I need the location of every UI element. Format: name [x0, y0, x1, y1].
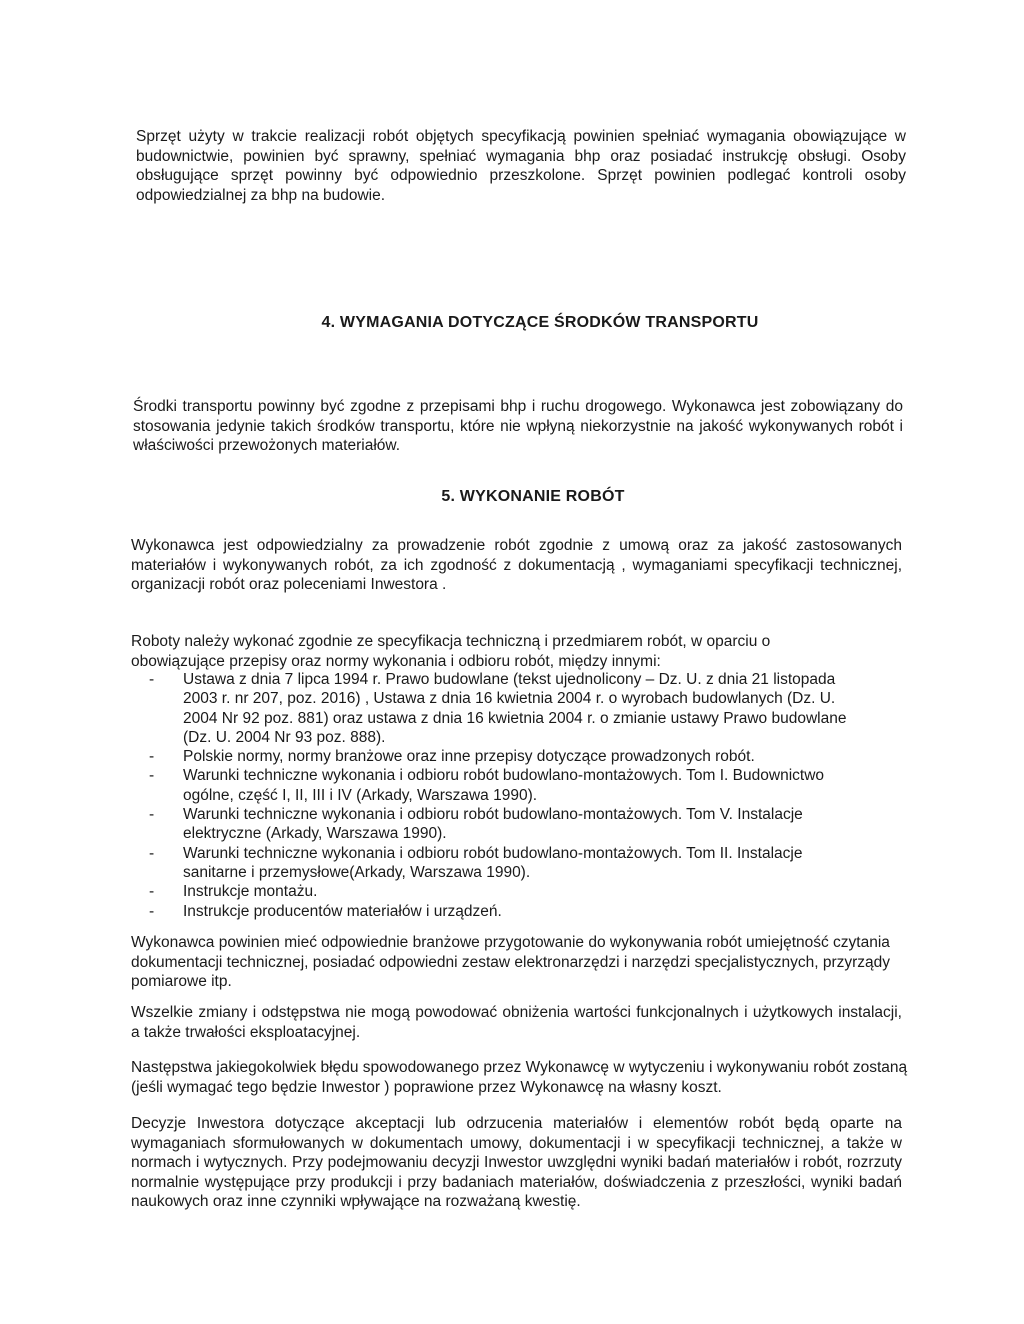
- paragraph-investor-decisions: Decyzje Inwestora dotyczące akceptacji lub odrzucenia materiałów i elementów robót będą oparte na wymaganiach sformułowanych w dokumentach umowy, dokumentacji i w specyfikacji technicznej, a także w normach i wytycznych. Przy podejmowaniu decyzji Inwestor uwzględni wyniki badań materiałów i robót, rozrzuty normalnie występujące przy produkcji i przy badaniach materiałów, doświadczenia z przeszłości, wyniki badań naukowych oraz inne czynniki wpływające na rozważaną kwestię.: [131, 1115, 902, 1210]
- list-item: - Instrukcje producentów materiałów i urządzeń.: [131, 902, 861, 921]
- paragraph-contractor-skills: Wykonawca powinien mieć odpowiednie branżowe przygotowanie do wykonywania robót umiejętność czytania dokumentacji technicznej, posiadać odpowiedni zestaw elektronarzędzi i narzędzi specjalistycznych, przyrządy pomiarowe itp.: [131, 934, 891, 990]
- paragraph-contractor-responsibility: Wykonawca jest odpowiedzialny za prowadzenie robót zgodnie z umową oraz za jakość zastosowanych materiałów i wykonywanych robót, za ich zgodność z dokumentacją , wymaganiami specyfikacji technicznej, organizacji robót oraz poleceniami Inwestora .: [131, 537, 902, 593]
- paragraph-changes: Wszelkie zmiany i odstępstwa nie mogą powodować obniżenia wartości funkcjonalnych i użytkowych instalacji, a także trwałości eksploatacyjnej.: [131, 1004, 902, 1041]
- section-heading-transport: 4. WYMAGANIA DOTYCZĄCE ŚRODKÓW TRANSPORTU: [321, 314, 759, 331]
- paragraph-errors: Następstwa jakiegokolwiek błędu spowodowanego przez Wykonawcę w wytyczeniu i wykonywaniu robót zostaną (jeśli wymagać tego będzie Inwestor ) poprawione przez Wykonawcę na własny koszt.: [131, 1059, 908, 1096]
- section-heading-execution: 5. WYKONANIE ROBÓT: [441, 488, 625, 505]
- list-item: - Warunki techniczne wykonania i odbioru robót budowlano-montażowych. Tom I. Budownictwo ogólne, część I, II, III i IV (Arkady, Warszawa 1990).: [131, 766, 861, 805]
- paragraph-regulations-intro: Roboty należy wykonać zgodnie ze specyfikacja techniczną i przedmiarem robót, w oparciu o obowiązujące przepisy oraz normy wykonania i odbioru robót, między innymi:: [131, 633, 771, 670]
- list-item: - Polskie normy, normy branżowe oraz inne przepisy dotyczące prowadzonych robót.: [131, 747, 861, 766]
- list-item: - Warunki techniczne wykonania i odbioru robót budowlano-montażowych. Tom II. Instalacje sanitarne i przemysłowe(Arkady, Warszawa 1990).: [131, 844, 861, 883]
- paragraph-transport: Środki transportu powinny być zgodne z przepisami bhp i ruchu drogowego. Wykonawca jest zobowiązany do stosowania jedynie takich środków transportu, które nie wpłyną niekorzystnie na jakość wykonywanych robót i właściwości przewożonych materiałów.: [133, 398, 903, 454]
- list-item: - Instrukcje montażu.: [131, 882, 861, 901]
- list-item: - Ustawa z dnia 7 lipca 1994 r. Prawo budowlane (tekst ujednolicony – Dz. U. z dnia 21 listopada 2003 r. nr 207, poz. 2016) , Ustawa z dnia 16 kwietnia 2004 r. o wyrobach budowlanych (Dz. U. 2004 Nr 92 poz. 881) oraz ustawa z dnia 16 kwietnia 2004 r. o zmianie ustawy Prawo budowlane (Dz. U. 2004 Nr 93 poz. 888).: [131, 670, 861, 747]
- regulations-list: [131, 670, 861, 921]
- paragraph-equipment: Sprzęt użyty w trakcie realizacji robót objętych specyfikacją powinien spełniać wymagania obowiązujące w budownictwie, powinien być sprawny, spełniać wymagania bhp oraz posiadać instrukcję obsługi. Osoby obsługujące sprzęt powinny być odpowiednio przeszkolone. Sprzęt powinien podlegać kontroli osoby odpowiedzialnej za bhp na budowie.: [136, 128, 906, 204]
- list-item: - Warunki techniczne wykonania i odbioru robót budowlano-montażowych. Tom V. Instalacje elektryczne (Arkady, Warszawa 1990).: [131, 805, 861, 844]
